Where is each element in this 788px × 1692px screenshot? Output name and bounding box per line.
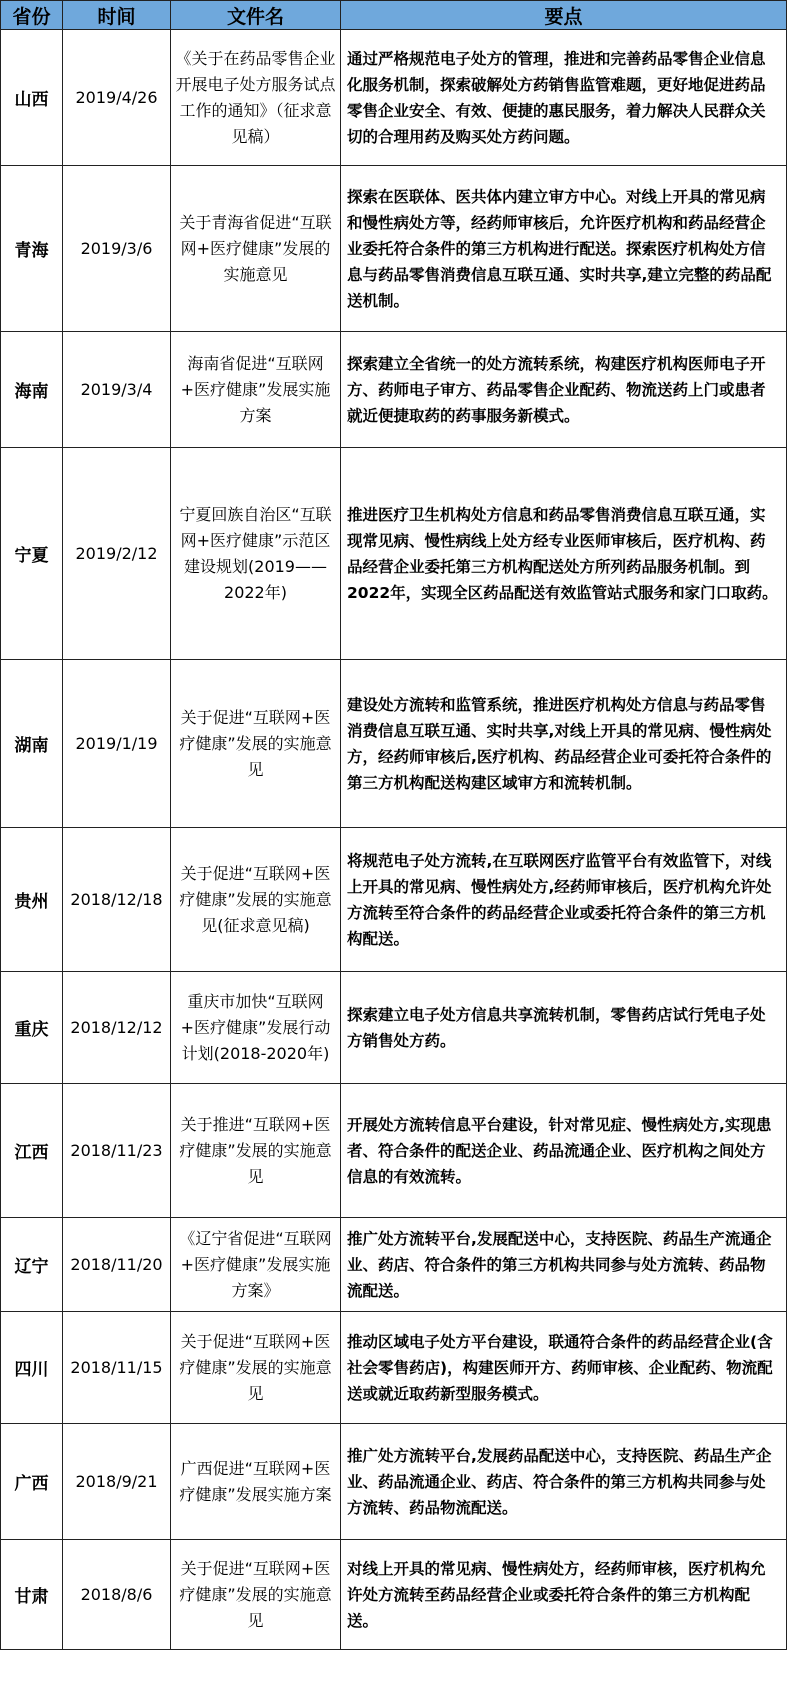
- file-cell: 关于促进“互联网+医疗健康”发展的实施意见: [171, 660, 341, 828]
- points-cell: 推广处方流转平台,发展药品配送中心，支持医院、药品生产企业、药品流通企业、药店、符合条件的第三方机构共同参与处方流转、药品物流配送。: [341, 1424, 787, 1540]
- time-cell: 2019/2/12: [63, 448, 171, 660]
- time-cell: 2018/12/12: [63, 972, 171, 1084]
- table-row: [1, 972, 787, 1084]
- header-points: 要点: [341, 1, 787, 30]
- points-cell: 建设处方流转和监管系统，推进医疗机构处方信息与药品零售消费信息互联互通、实时共享,对线上开具的常见病、慢性病处方，经药师审核后,医疗机构、药品经营企业可委托符合条件的第三方机构配送构建区域审方和流转机制。: [341, 660, 787, 828]
- province-cell: 海南: [1, 332, 63, 448]
- file-cell: 《关于在药品零售企业开展电子处方服务试点工作的通知》（征求意见稿）: [171, 30, 341, 166]
- table-row: [1, 1540, 787, 1650]
- table-row: [1, 30, 787, 166]
- points-cell: 探索建立全省统一的处方流转系统，构建医疗机构医师电子开方、药师电子审方、药品零售企业配药、物流送药上门或患者就近便捷取药的药事服务新模式。: [341, 332, 787, 448]
- province-cell: 宁夏: [1, 448, 63, 660]
- file-cell: 重庆市加快“互联网+医疗健康”发展行动计划(2018-2020年): [171, 972, 341, 1084]
- province-cell: 山西: [1, 30, 63, 166]
- time-cell: 2018/8/6: [63, 1540, 171, 1650]
- file-cell: 关于促进“互联网+医疗健康”发展的实施意见: [171, 1540, 341, 1650]
- province-cell: 四川: [1, 1312, 63, 1424]
- points-cell: 推进医疗卫生机构处方信息和药品零售消费信息互联互通，实现常见病、慢性病线上处方经专业医师审核后，医疗机构、药品经营企业委托第三方机构配送处方所列药品服务机制。到2022年，实现全区药品配送有效监管站式服务和家门口取药。: [341, 448, 787, 660]
- time-cell: 2019/1/19: [63, 660, 171, 828]
- table-row: [1, 1084, 787, 1218]
- time-cell: 2018/11/15: [63, 1312, 171, 1424]
- time-cell: 2018/12/18: [63, 828, 171, 972]
- time-cell: 2019/3/4: [63, 332, 171, 448]
- points-cell: 探索建立电子处方信息共享流转机制，零售药店试行凭电子处方销售处方药。: [341, 972, 787, 1084]
- time-cell: 2018/9/21: [63, 1424, 171, 1540]
- table-row: [1, 1424, 787, 1540]
- table-row: [1, 332, 787, 448]
- header-time: 时间: [63, 1, 171, 30]
- points-cell: 对线上开具的常见病、慢性病处方，经药师审核，医疗机构允许处方流转至药品经营企业或委托符合条件的第三方机构配送。: [341, 1540, 787, 1650]
- province-cell: 青海: [1, 166, 63, 332]
- file-cell: 广西促进“互联网+医疗健康”发展实施方案: [171, 1424, 341, 1540]
- header-row: [1, 1, 787, 30]
- file-cell: 海南省促进“互联网+医疗健康”发展实施方案: [171, 332, 341, 448]
- time-cell: 2019/4/26: [63, 30, 171, 166]
- table-row: [1, 1218, 787, 1312]
- points-cell: 将规范电子处方流转,在互联网医疗监管平台有效监管下，对线上开具的常见病、慢性病处方,经药师审核后，医疗机构允许处方流转至符合条件的药品经营企业或委托符合条件的第三方机构配送。: [341, 828, 787, 972]
- file-cell: 关于青海省促进“互联网+医疗健康”发展的实施意见: [171, 166, 341, 332]
- table-row: [1, 828, 787, 972]
- file-cell: 《辽宁省促进“互联网+医疗健康”发展实施方案》: [171, 1218, 341, 1312]
- province-cell: 甘肃: [1, 1540, 63, 1650]
- header-file: 文件名: [171, 1, 341, 30]
- time-cell: 2018/11/20: [63, 1218, 171, 1312]
- province-cell: 湖南: [1, 660, 63, 828]
- points-cell: 探索在医联体、医共体内建立审方中心。对线上开具的常见病和慢性病处方等，经药师审核后，允许医疗机构和药品经营企业委托符合条件的第三方机构进行配送。探索医疗机构处方信息与药品零售消费信息互联互通、实时共享,建立完整的药品配送机制。: [341, 166, 787, 332]
- file-cell: 关于促进“互联网+医疗健康”发展的实施意见: [171, 1312, 341, 1424]
- points-cell: 开展处方流转信息平台建设，针对常见症、慢性病处方,实现患者、符合条件的配送企业、药品流通企业、医疗机构之间处方信息的有效流转。: [341, 1084, 787, 1218]
- file-cell: 关于促进“互联网+医疗健康”发展的实施意见(征求意见稿): [171, 828, 341, 972]
- file-cell: 宁夏回族自治区“互联网+医疗健康”示范区建设规划(2019——2022年): [171, 448, 341, 660]
- time-cell: 2019/3/6: [63, 166, 171, 332]
- time-cell: 2018/11/23: [63, 1084, 171, 1218]
- points-cell: 推动区域电子处方平台建设，联通符合条件的药品经营企业(含社会零售药店)，构建医师开方、药师审核、企业配药、物流配送或就近取药新型服务模式。: [341, 1312, 787, 1424]
- province-cell: 广西: [1, 1424, 63, 1540]
- province-cell: 贵州: [1, 828, 63, 972]
- table-row: [1, 448, 787, 660]
- points-cell: 通过严格规范电子处方的管理，推进和完善药品零售企业信息化服务机制，探索破解处方药销售监管难题，更好地促进药品零售企业安全、有效、便捷的惠民服务，着力解决人民群众关切的合理用药及购买处方药问题。: [341, 30, 787, 166]
- points-cell: 推广处方流转平台,发展配送中心，支持医院、药品生产流通企业、药店、符合条件的第三方机构共同参与处方流转、药品物流配送。: [341, 1218, 787, 1312]
- file-cell: 关于推进“互联网+医疗健康”发展的实施意见: [171, 1084, 341, 1218]
- table-row: [1, 166, 787, 332]
- header-province: 省份: [1, 1, 63, 30]
- table-row: [1, 660, 787, 828]
- province-cell: 江西: [1, 1084, 63, 1218]
- province-cell: 辽宁: [1, 1218, 63, 1312]
- province-cell: 重庆: [1, 972, 63, 1084]
- table-row: [1, 1312, 787, 1424]
